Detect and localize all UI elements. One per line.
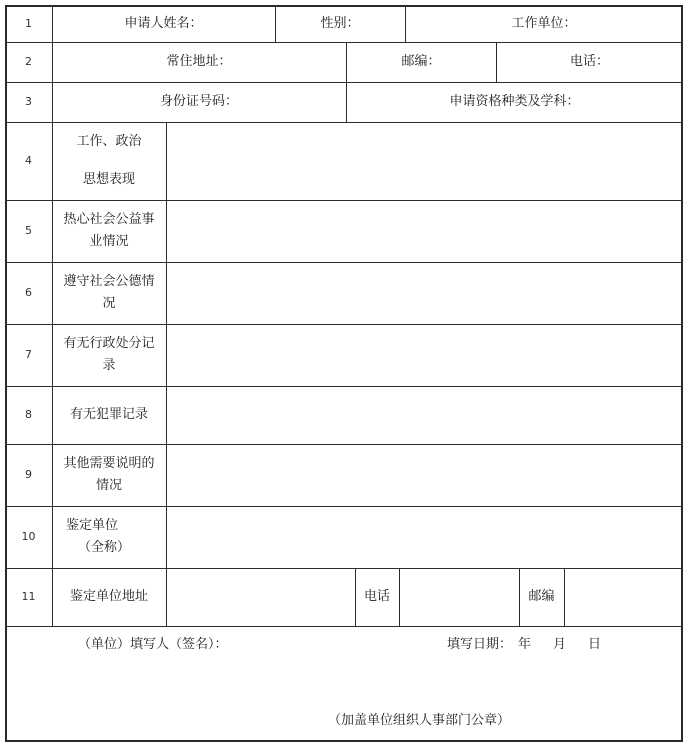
address-field[interactable]: 常住地址：	[166, 54, 232, 69]
work-political-label: 工作、政治 思想表现	[76, 134, 142, 187]
gender-field[interactable]: 性别：	[320, 15, 360, 31]
unit-phone-label: 电话	[363, 589, 390, 604]
row-number: 2	[25, 55, 32, 68]
other-notes-label: 其他需要说明的 情况	[63, 456, 155, 493]
id-number-field[interactable]: 身份证号码：	[159, 94, 238, 109]
social-ethics-label: 遵守社会公德情 况	[63, 274, 155, 311]
criminal-record-input[interactable]	[166, 386, 683, 444]
seal-note: （加盖单位组织人事部门公章）	[328, 713, 511, 728]
unit-postcode-label: 邮编	[528, 589, 555, 604]
row-number: 8	[25, 408, 32, 421]
appraisal-unit-address-label: 鉴定单位地址	[69, 589, 148, 604]
row-number: 10	[21, 530, 36, 543]
row-number: 3	[25, 95, 32, 108]
social-ethics-input[interactable]	[166, 262, 683, 324]
appraisal-unit-address-input[interactable]	[166, 568, 355, 626]
row-number: 5	[25, 224, 32, 237]
row-number: 7	[25, 348, 32, 361]
filler-signature-label: （单位）填写人（签名）：	[78, 637, 228, 652]
applicant-name-field[interactable]: 申请人姓名：	[124, 15, 203, 31]
work-unit-field[interactable]: 工作单位：	[511, 15, 577, 31]
appraisal-unit-input[interactable]	[166, 506, 683, 568]
appraisal-unit-label: 鉴定单位 （全称）	[66, 518, 131, 555]
admin-penalty-label: 有无行政处分记 录	[63, 336, 155, 373]
public-welfare-input[interactable]	[166, 200, 683, 262]
postcode-field[interactable]: 邮编：	[401, 54, 441, 69]
row-number: 6	[25, 286, 32, 299]
row-number: 11	[21, 590, 36, 603]
other-notes-input[interactable]	[166, 444, 683, 506]
qualification-type-field[interactable]: 申请资格种类及学科：	[449, 94, 580, 109]
unit-phone-input[interactable]	[399, 568, 519, 626]
year-label: 年	[518, 637, 532, 652]
admin-penalty-input[interactable]	[166, 324, 683, 386]
criminal-record-label: 有无犯罪记录	[69, 407, 148, 422]
row-number: 1	[25, 16, 32, 30]
month-label: 月	[553, 637, 567, 652]
fill-date-label: 填写日期：	[447, 637, 513, 652]
row-number: 4	[25, 154, 32, 167]
work-political-input[interactable]	[166, 122, 683, 200]
row-divider	[5, 626, 683, 627]
phone-field[interactable]: 电话：	[569, 54, 609, 69]
fill-date	[447, 634, 601, 656]
day-label: 日	[588, 637, 602, 652]
unit-postcode-input[interactable]	[564, 568, 683, 626]
public-welfare-label: 热心社会公益事 业情况	[63, 212, 155, 249]
row-number: 9	[25, 468, 32, 481]
